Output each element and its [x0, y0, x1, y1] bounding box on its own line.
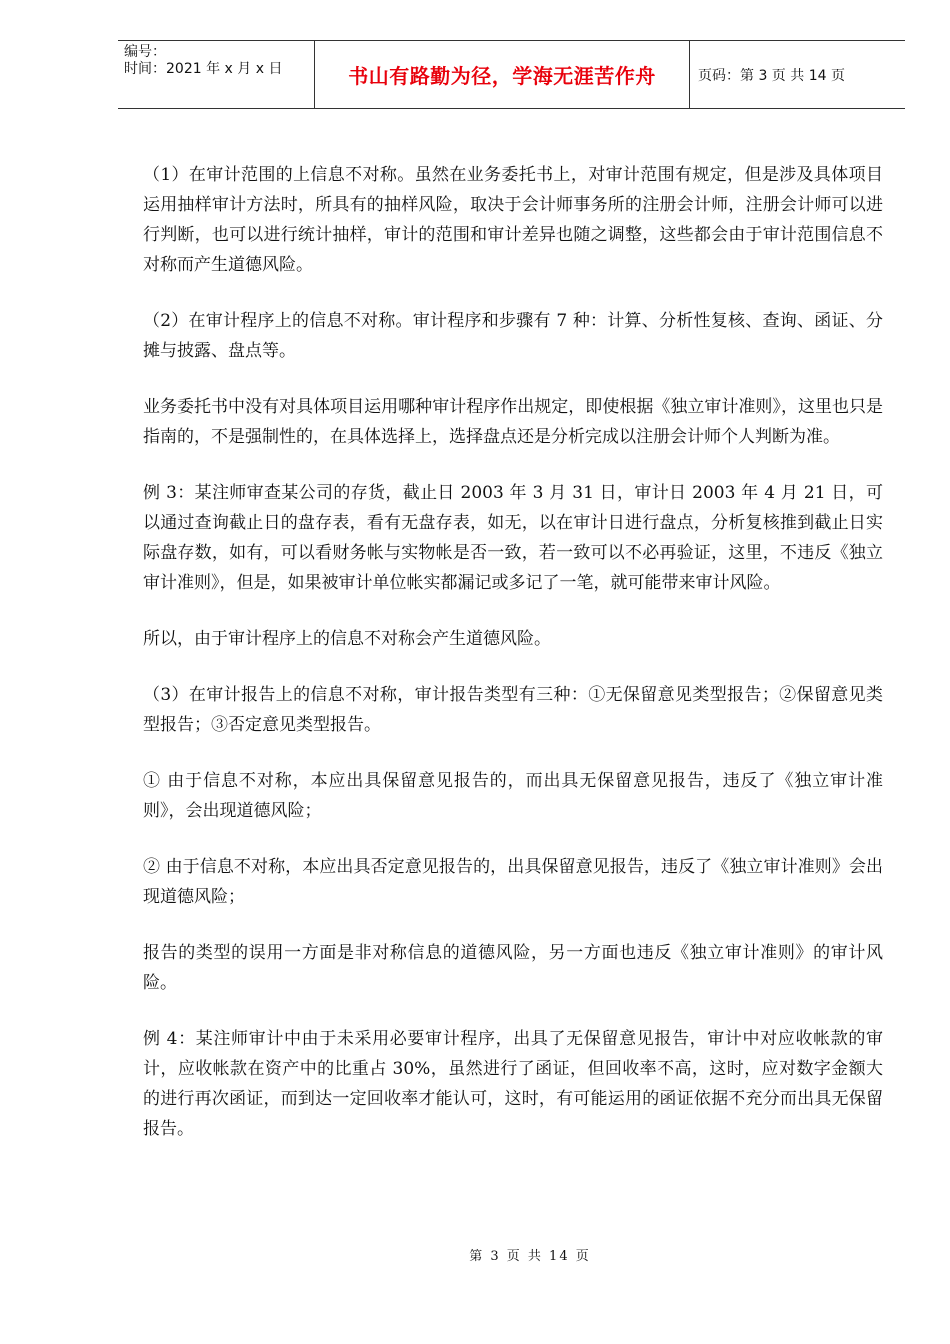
header-motto: 书山有路勤为径，学海无涯苦作舟: [315, 41, 690, 108]
paragraph: （1）在审计范围的上信息不对称。虽然在业务委托书上，对审计范围有规定，但是涉及具体项目运用抽样审计方法时，所具有的抽样风险，取决于会计师事务所的注册会计师，注册会计师可以进行判断，也可以进行统计抽样，审计的范围和审计差异也随之调整，这些都会由于审计范围信息不对称而产生道德风险。: [143, 165, 883, 275]
paragraph: ② 由于信息不对称，本应出具否定意见报告的，出具保留意见报告，违反了《独立审计准则》会出现道德风险；: [143, 857, 883, 907]
page-footer: 第 3 页 共 14 页: [469, 1249, 591, 1264]
paragraph: 所以，由于审计程序上的信息不对称会产生道德风险。: [143, 629, 551, 649]
document-number-label: 编号：: [124, 44, 166, 60]
paragraph: （2）在审计程序上的信息不对称。审计程序和步骤有 7 种：计算、分析性复核、查询、函证、分摊与披露、盘点等。: [143, 311, 883, 361]
paragraph: 例 3：某注师审查某公司的存货，截止日 2003 年 3 月 31 日，审计日 2003 年 4 月 21 日，可以通过查询截止日的盘存表，看有无盘存表，如无，以在审计日进行盘点，分析复核推到截止日实际盘存数，如有，可以看财务帐与实物帐是否一致，若一致可以不必再验证，这里，不违反《独立审计准则》，但是，如果被审计单位帐实都漏记或多记了一笔，就可能带来审计风险。: [143, 483, 883, 593]
page-header: [118, 40, 905, 109]
paragraph: （3）在审计报告上的信息不对称，审计报告类型有三种：①无保留意见类型报告；②保留意见类型报告；③否定意见类型报告。: [143, 685, 883, 735]
paragraph: 报告的类型的误用一方面是非对称信息的道德风险，另一方面也违反《独立审计准则》的审计风险。: [143, 943, 883, 993]
header-meta: [118, 41, 315, 108]
paragraph: 例 4：某注师审计中由于未采用必要审计程序，出具了无保留意见报告，审计中对应收帐款的审计，应收帐款在资产中的比重占 30%，虽然进行了函证，但回收率不高，这时，应对数字金额大的进行再次函证，而到达一定回收率才能认可，这时，有可能运用的函证依据不充分而出具无保留报告。: [143, 1029, 883, 1139]
header-page-number: 页码：第 3 页 共 14 页: [698, 67, 845, 84]
document-body: [143, 160, 883, 1170]
paragraph: 业务委托书中没有对具体项目运用哪种审计程序作出规定，即使根据《独立审计准则》，这里也只是指南的，不是强制性的，在具体选择上，选择盘点还是分析完成以注册会计师个人判断为准。: [143, 397, 883, 447]
paragraph: ① 由于信息不对称，本应出具保留意见报告的，而出具无保留意见报告，违反了《独立审计准则》，会出现道德风险；: [143, 771, 883, 821]
document-time-label: 时间：2021 年 x 月 x 日: [124, 61, 283, 77]
